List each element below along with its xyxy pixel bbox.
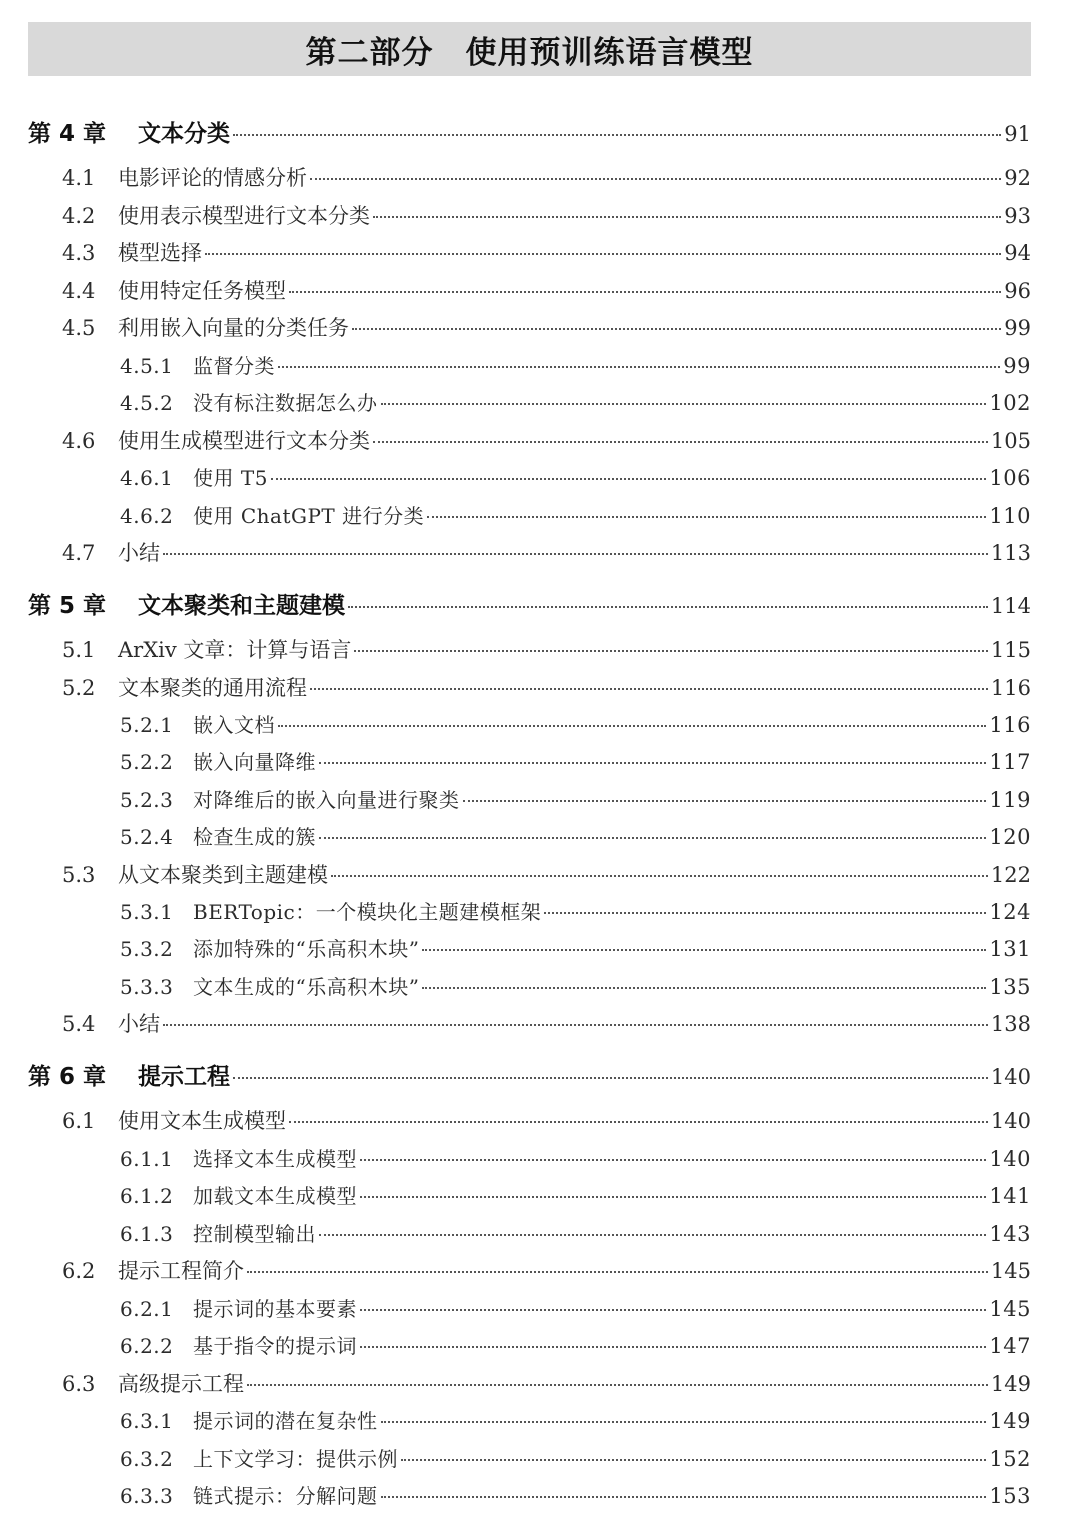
toc-subsection[interactable] xyxy=(120,1218,1031,1247)
page-number: 91 xyxy=(1004,122,1031,146)
toc-section[interactable] xyxy=(62,1008,1031,1038)
entry-number: 6.1.2 xyxy=(120,1184,174,1208)
dot-leader xyxy=(381,1421,987,1423)
entry-number: 4.1 xyxy=(62,166,96,190)
entry-title: 没有标注数据怎么办 xyxy=(193,391,378,415)
chapter-number: 第 5 章 xyxy=(28,593,107,619)
part-title: 第二部分 使用预训练语言模型 xyxy=(305,34,754,71)
entry-number: 6.3.3 xyxy=(120,1484,174,1508)
entry-number: 6.2.1 xyxy=(120,1297,174,1321)
entry-title: 使用 T5 xyxy=(193,466,268,490)
page-number: 145 xyxy=(990,1259,1031,1283)
entry-number: 4.4 xyxy=(62,279,96,303)
entry-number: 6.1.1 xyxy=(120,1147,174,1171)
entry-title: 使用 ChatGPT 进行分类 xyxy=(193,504,425,528)
entry-title: 提示词的潜在复杂性 xyxy=(193,1409,378,1433)
toc-section[interactable] xyxy=(62,200,1031,230)
toc-subsection[interactable] xyxy=(120,462,1031,491)
entry-title: 链式提示：分解问题 xyxy=(193,1484,378,1508)
toc-subsection[interactable] xyxy=(120,1293,1031,1322)
dot-leader xyxy=(310,178,1001,180)
dot-leader xyxy=(278,366,1000,368)
entry-title: BERTopic：一个模块化主题建模框架 xyxy=(193,900,542,924)
page-number: 96 xyxy=(1004,279,1031,303)
entry-title: 选择文本生成模型 xyxy=(193,1147,357,1171)
dot-leader xyxy=(310,688,988,690)
toc-section[interactable] xyxy=(62,1368,1031,1398)
dot-leader xyxy=(319,762,986,764)
toc-subsection[interactable] xyxy=(120,1443,1031,1472)
entry-number: 4.5.2 xyxy=(120,391,174,415)
entry-title: ArXiv 文章：计算与语言 xyxy=(118,638,352,662)
dot-leader xyxy=(289,1121,988,1123)
entry-title: 嵌入文档 xyxy=(193,713,275,737)
entry-number: 6.2 xyxy=(62,1259,96,1283)
toc-subsection[interactable] xyxy=(120,1330,1031,1359)
page-number: 105 xyxy=(990,429,1031,453)
entry-number: 5.2.4 xyxy=(120,825,174,849)
entry-number: 5.3.3 xyxy=(120,975,174,999)
entry-number: 6.3.1 xyxy=(120,1409,174,1433)
dot-leader xyxy=(289,291,1001,293)
entry-title: 上下文学习：提供示例 xyxy=(193,1447,398,1471)
toc-section[interactable] xyxy=(62,537,1031,567)
dot-leader xyxy=(331,875,988,877)
page-number: 119 xyxy=(989,788,1031,812)
dot-leader xyxy=(373,441,988,443)
entry-number: 4.6.2 xyxy=(120,504,174,528)
toc-subsection[interactable] xyxy=(120,500,1031,529)
chapter-title: 文本聚类和主题建模 xyxy=(138,593,345,619)
page-number: 94 xyxy=(1004,241,1031,265)
dot-leader xyxy=(352,328,1001,330)
toc-subsection[interactable] xyxy=(120,933,1031,962)
entry-title: 检查生成的簇 xyxy=(193,825,316,849)
page-number: 99 xyxy=(1004,316,1031,340)
page-number: 145 xyxy=(989,1297,1031,1321)
entry-title: 模型选择 xyxy=(118,241,202,265)
dot-leader xyxy=(381,403,987,405)
toc-subsection[interactable] xyxy=(120,350,1031,379)
entry-number: 5.2.3 xyxy=(120,788,174,812)
page-number: 124 xyxy=(989,900,1031,924)
entry-title: 电影评论的情感分析 xyxy=(118,166,307,190)
entry-title: 使用生成模型进行文本分类 xyxy=(118,429,370,453)
page-number: 143 xyxy=(989,1222,1031,1246)
page-number: 120 xyxy=(989,825,1031,849)
chapter-number: 第 4 章 xyxy=(28,121,107,147)
entry-number: 6.1 xyxy=(62,1109,96,1133)
entry-title: 高级提示工程 xyxy=(118,1372,244,1396)
toc-subsection[interactable] xyxy=(120,1405,1031,1434)
toc-subsection[interactable] xyxy=(120,387,1031,416)
toc-chapter[interactable] xyxy=(28,1058,1031,1091)
toc-chapter[interactable] xyxy=(28,587,1031,620)
page-number: 113 xyxy=(990,541,1031,565)
dot-leader xyxy=(319,837,986,839)
page-number: 135 xyxy=(989,975,1031,999)
toc-section[interactable] xyxy=(62,672,1031,702)
dot-leader xyxy=(247,1271,988,1273)
page-number: 122 xyxy=(990,863,1031,887)
toc-subsection[interactable] xyxy=(120,896,1031,925)
toc-section[interactable] xyxy=(62,859,1031,889)
dot-leader xyxy=(278,725,986,727)
entry-number: 6.3.2 xyxy=(120,1447,174,1471)
dot-leader xyxy=(163,1024,988,1026)
dot-leader xyxy=(360,1309,986,1311)
dot-leader xyxy=(319,1234,986,1236)
dot-leader xyxy=(271,478,986,480)
page-number: 116 xyxy=(989,713,1031,737)
toc-subsection[interactable] xyxy=(120,971,1031,1000)
entry-title: 基于指令的提示词 xyxy=(193,1334,357,1358)
toc-subsection[interactable] xyxy=(120,709,1031,738)
entry-number: 5.3 xyxy=(62,863,96,887)
entry-number: 5.2.2 xyxy=(120,750,174,774)
entry-title: 文本生成的“乐高积木块” xyxy=(193,975,420,999)
entry-title: 文本聚类的通用流程 xyxy=(118,676,307,700)
page-number: 106 xyxy=(989,466,1031,490)
page-number: 140 xyxy=(989,1147,1031,1171)
entry-number: 4.6.1 xyxy=(120,466,174,490)
entry-number: 4.3 xyxy=(62,241,96,265)
page-number: 152 xyxy=(989,1447,1031,1471)
toc-section[interactable] xyxy=(62,425,1031,455)
entry-title: 加载文本生成模型 xyxy=(193,1184,357,1208)
entry-number: 5.2.1 xyxy=(120,713,174,737)
dot-leader xyxy=(354,650,987,652)
toc-subsection[interactable] xyxy=(120,1180,1031,1209)
page-number: 102 xyxy=(989,391,1031,415)
dot-leader xyxy=(381,1496,987,1498)
entry-number: 5.2 xyxy=(62,676,96,700)
entry-number: 6.1.3 xyxy=(120,1222,174,1246)
dot-leader xyxy=(233,1077,988,1079)
dot-leader xyxy=(401,1459,986,1461)
entry-title: 添加特殊的“乐高积木块” xyxy=(193,937,420,961)
page-number: 99 xyxy=(1003,354,1031,378)
entry-number: 6.3 xyxy=(62,1372,96,1396)
entry-title: 嵌入向量降维 xyxy=(193,750,316,774)
page-number: 114 xyxy=(990,594,1031,618)
chapter-number: 第 6 章 xyxy=(28,1064,107,1090)
entry-number: 5.1 xyxy=(62,638,96,662)
dot-leader xyxy=(205,253,1001,255)
page-number: 131 xyxy=(989,937,1031,961)
toc-subsection[interactable] xyxy=(120,1480,1031,1509)
dot-leader xyxy=(422,949,986,951)
dot-leader xyxy=(422,987,986,989)
entry-number: 4.5 xyxy=(62,316,96,340)
page-number: 93 xyxy=(1004,204,1031,228)
entry-number: 5.3.2 xyxy=(120,937,174,961)
toc-section[interactable] xyxy=(62,634,1031,664)
entry-title: 提示工程简介 xyxy=(118,1259,244,1283)
page-number: 141 xyxy=(989,1184,1031,1208)
dot-leader xyxy=(360,1346,986,1348)
dot-leader xyxy=(360,1159,986,1161)
page-number: 149 xyxy=(989,1409,1031,1433)
chapter-title: 文本分类 xyxy=(138,121,230,147)
entry-title: 小结 xyxy=(118,541,160,565)
dot-leader xyxy=(427,516,986,518)
entry-title: 对降维后的嵌入向量进行聚类 xyxy=(193,788,460,812)
entry-number: 5.3.1 xyxy=(120,900,174,924)
page-number: 117 xyxy=(989,750,1031,774)
entry-title: 使用表示模型进行文本分类 xyxy=(118,204,370,228)
page-number: 147 xyxy=(989,1334,1031,1358)
page-number: 149 xyxy=(990,1372,1031,1396)
page-number: 140 xyxy=(990,1109,1031,1133)
toc-subsection[interactable] xyxy=(120,784,1031,813)
entry-title: 利用嵌入向量的分类任务 xyxy=(118,316,349,340)
dot-leader xyxy=(463,800,987,802)
entry-number: 6.2.2 xyxy=(120,1334,174,1358)
entry-title: 提示词的基本要素 xyxy=(193,1297,357,1321)
dot-leader xyxy=(373,216,1001,218)
page-number: 140 xyxy=(990,1065,1031,1089)
chapter-title: 提示工程 xyxy=(138,1064,230,1090)
entry-title: 小结 xyxy=(118,1012,160,1036)
toc-section[interactable] xyxy=(62,237,1031,267)
dot-leader xyxy=(544,912,986,914)
toc-chapter[interactable] xyxy=(28,115,1031,148)
page-number: 116 xyxy=(990,676,1031,700)
toc-subsection[interactable] xyxy=(120,821,1031,850)
toc-section[interactable] xyxy=(62,312,1031,342)
dot-leader xyxy=(348,606,988,608)
page-number: 153 xyxy=(989,1484,1031,1508)
entry-title: 监督分类 xyxy=(193,354,275,378)
entry-number: 5.4 xyxy=(62,1012,96,1036)
dot-leader xyxy=(163,553,988,555)
dot-leader xyxy=(360,1196,986,1198)
toc-section[interactable] xyxy=(62,162,1031,192)
toc-section[interactable] xyxy=(62,1255,1031,1285)
entry-number: 4.2 xyxy=(62,204,96,228)
dot-leader xyxy=(233,134,1001,136)
entry-number: 4.5.1 xyxy=(120,354,174,378)
entry-number: 4.7 xyxy=(62,541,96,565)
toc-subsection[interactable] xyxy=(120,746,1031,775)
dot-leader xyxy=(247,1384,988,1386)
page-number: 92 xyxy=(1004,166,1031,190)
page-number: 115 xyxy=(990,638,1031,662)
toc-section[interactable] xyxy=(62,275,1031,305)
entry-title: 使用特定任务模型 xyxy=(118,279,286,303)
toc-subsection[interactable] xyxy=(120,1143,1031,1172)
page-number: 110 xyxy=(989,504,1031,528)
entry-number: 4.6 xyxy=(62,429,96,453)
entry-title: 从文本聚类到主题建模 xyxy=(118,863,328,887)
toc-section[interactable] xyxy=(62,1105,1031,1135)
entry-title: 控制模型输出 xyxy=(193,1222,316,1246)
entry-title: 使用文本生成模型 xyxy=(118,1109,286,1133)
page-number: 138 xyxy=(990,1012,1031,1036)
part-header xyxy=(28,22,1031,76)
